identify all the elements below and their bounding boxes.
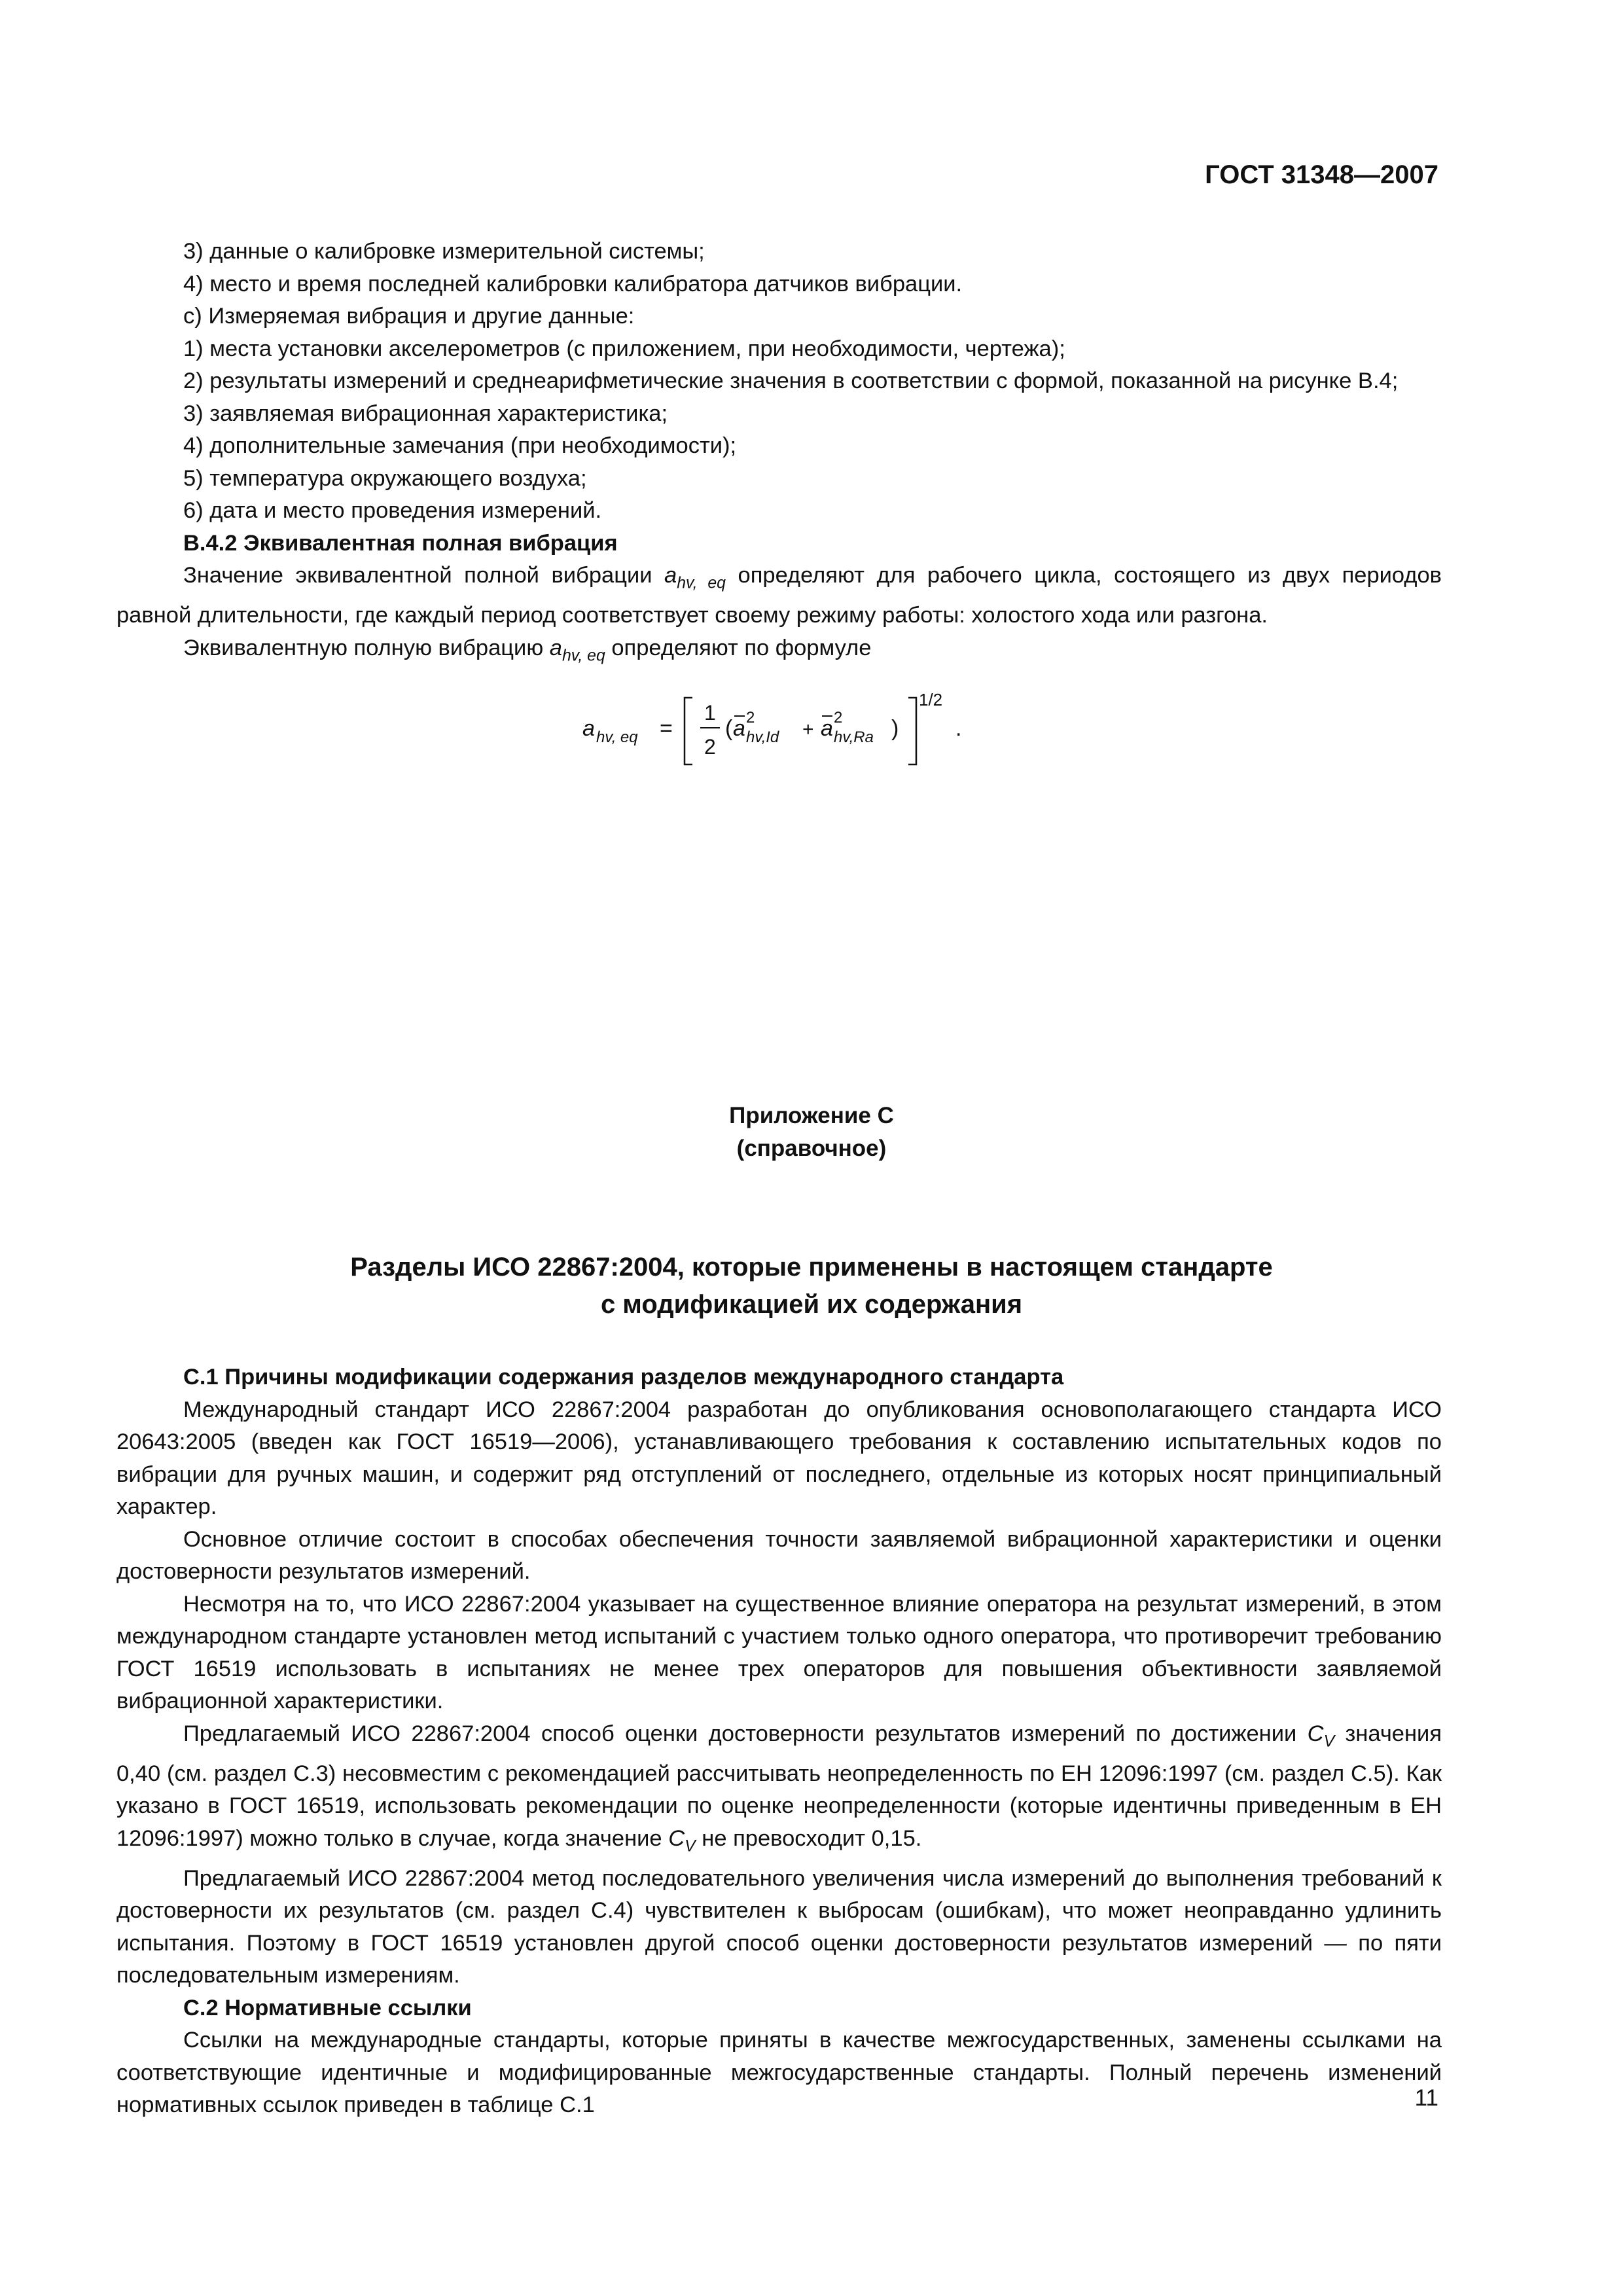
section-c1-heading: С.1 Причины модификации содержания разделов международного стандарта xyxy=(183,1365,1064,1390)
list-item: с) Измеряемая вибрация и другие данные: xyxy=(183,304,635,329)
list-item: 2) результаты измерений и среднеарифметические значения в соответствии с формой, показанной на рисунке В.4; xyxy=(183,368,1399,393)
formula-lhs-sub: hv, eq xyxy=(596,728,638,746)
document-header: ГОСТ 31348—2007 xyxy=(1205,160,1438,189)
section-c1-paragraph-3: Несмотря на то, что ИСО 22867:2004 указывает на существенное влияние оператора на результат измерений, в этом международном стандарте установлен метод испытаний с участием только одного оператора, что противоречит требованию ГОСТ 16519 использовать в испытаниях не менее трех операторов для повышения объективности заявляемой вибрационной характеристики. xyxy=(116,1591,1442,1713)
section-c1-paragraph-4: Предлагаемый ИСО 22867:2004 способ оценки достоверности результатов измерений по достижении $C_V$ значения 0,40 (см. раздел С.3) несовместим с рекомендацией рассчитывать неопределенность по ЕН 12096:1997 (см. раздел С.5). Как указано в ГОСТ 16519, использовать рекомендации по оценке неопределенности (которые идентичны приведенным в ЕН 12096:1997) можно только в случае, когда значение $C_V$ не превосходит 0,15. xyxy=(116,1721,1442,1856)
page-number: 11 xyxy=(1414,2085,1438,2111)
subsection-heading: В.4.2 Эквивалентная полная вибрация xyxy=(183,530,618,556)
list-item: 3) заявляемая вибрационная характеристика; xyxy=(183,401,668,426)
annex-type: (справочное) xyxy=(736,1136,887,1161)
list-item: 4) дополнительные замечания (при необходимости); xyxy=(183,433,737,458)
top-section xyxy=(116,236,1442,672)
section-c2-paragraph-1: Ссылки на международные стандарты, которые приняты в качестве межгосударственных, заменены ссылками на соответствующие идентичные и модифицированные межгосударственные стандарты. Полный перечень изменений нормативных ссылок приведен в таблице С.1 xyxy=(116,2028,1442,2118)
formula-close-paren: ) xyxy=(891,716,899,741)
section-c1-paragraph-5: Предлагаемый ИСО 22867:2004 метод последовательного увеличения числа измерений до выполнения требований к достоверности их результатов (см. раздел С.4) чувствителен к выбросам (ошибкам), что может неоправданно удлинить испытания. Поэтому в ГОСТ 16519 установлен другой способ оценки достоверности результатов измерений — по пяти последовательным измерениям. xyxy=(116,1865,1442,1988)
equivalent-vibration-formula xyxy=(576,689,1034,767)
section-c1-paragraph-2: Основное отличие состоит в способах обеспечения точности заявляемой вибрационной характеристики и оценки достоверности результатов измерений. xyxy=(116,1526,1442,1584)
formula-left-bracket xyxy=(685,698,692,764)
list-item: 3) данные о калибровке измерительной системы; xyxy=(183,239,705,264)
formula-open-paren: ( xyxy=(725,716,733,741)
formula-term2-sup: 2 xyxy=(834,709,843,726)
formula-trailing-dot: . xyxy=(955,716,962,741)
list-item: 1) места установки акселерометров (с приложением, при необходимости, чертежа); xyxy=(183,336,1065,361)
list-item: 5) температура окружающего воздуха; xyxy=(183,465,587,491)
paragraph-formula-intro: Эквивалентную полную вибрацию $a_{hv, eq}$ определяют по формуле xyxy=(183,635,872,665)
annex-title-line1: Разделы ИСО 22867:2004, которые применены в настоящем стандарте xyxy=(350,1253,1273,1282)
annex-title-line2: с модификацией их содержания xyxy=(600,1290,1023,1319)
formula-term2-var: a xyxy=(821,716,833,741)
paragraph-equivalent-vibration: Значение эквивалентной полной вибрации $a_{hv, eq}$ определяют для рабочего цикла, состоящего из двух периодов равной длительности, где каждый период соответствует своему режиму работы: холостого хода или разгона. xyxy=(116,563,1442,628)
section-c xyxy=(116,1361,1442,2122)
list-item: 4) место и время последней калибровки калибратора датчиков вибрации. xyxy=(183,271,963,296)
formula-term1-sup: 2 xyxy=(746,709,755,726)
formula-term1-var: a xyxy=(733,716,745,741)
section-c1-paragraph-1: Международный стандарт ИСО 22867:2004 разработан до опубликования основополагающего стандарта ИСО 20643:2005 (введен как ГОСТ 16519—2006), устанавливающего требования к составлению испытательных кодов по вибрации для ручных машин, и содержит ряд отступлений от последнего, отдельные из которых носят принципиальный характер. xyxy=(116,1397,1442,1519)
formula-lhs-var: a xyxy=(582,716,595,741)
formula-term2-sub: hv,Ra xyxy=(834,728,874,746)
formula-exponent: 1/2 xyxy=(919,690,943,709)
formula-numerator: 1 xyxy=(704,701,716,725)
list-item: 6) дата и место проведения измерений. xyxy=(183,498,602,523)
formula-equals: = xyxy=(660,716,673,741)
formula-term1-sub: hv,Id xyxy=(746,728,779,746)
formula-plus: + xyxy=(802,719,814,740)
section-c2-heading: С.2 Нормативные ссылки xyxy=(183,1995,472,2020)
annex-label: Приложение С xyxy=(729,1103,894,1128)
formula-denominator: 2 xyxy=(704,735,716,759)
formula-right-bracket xyxy=(908,698,916,764)
